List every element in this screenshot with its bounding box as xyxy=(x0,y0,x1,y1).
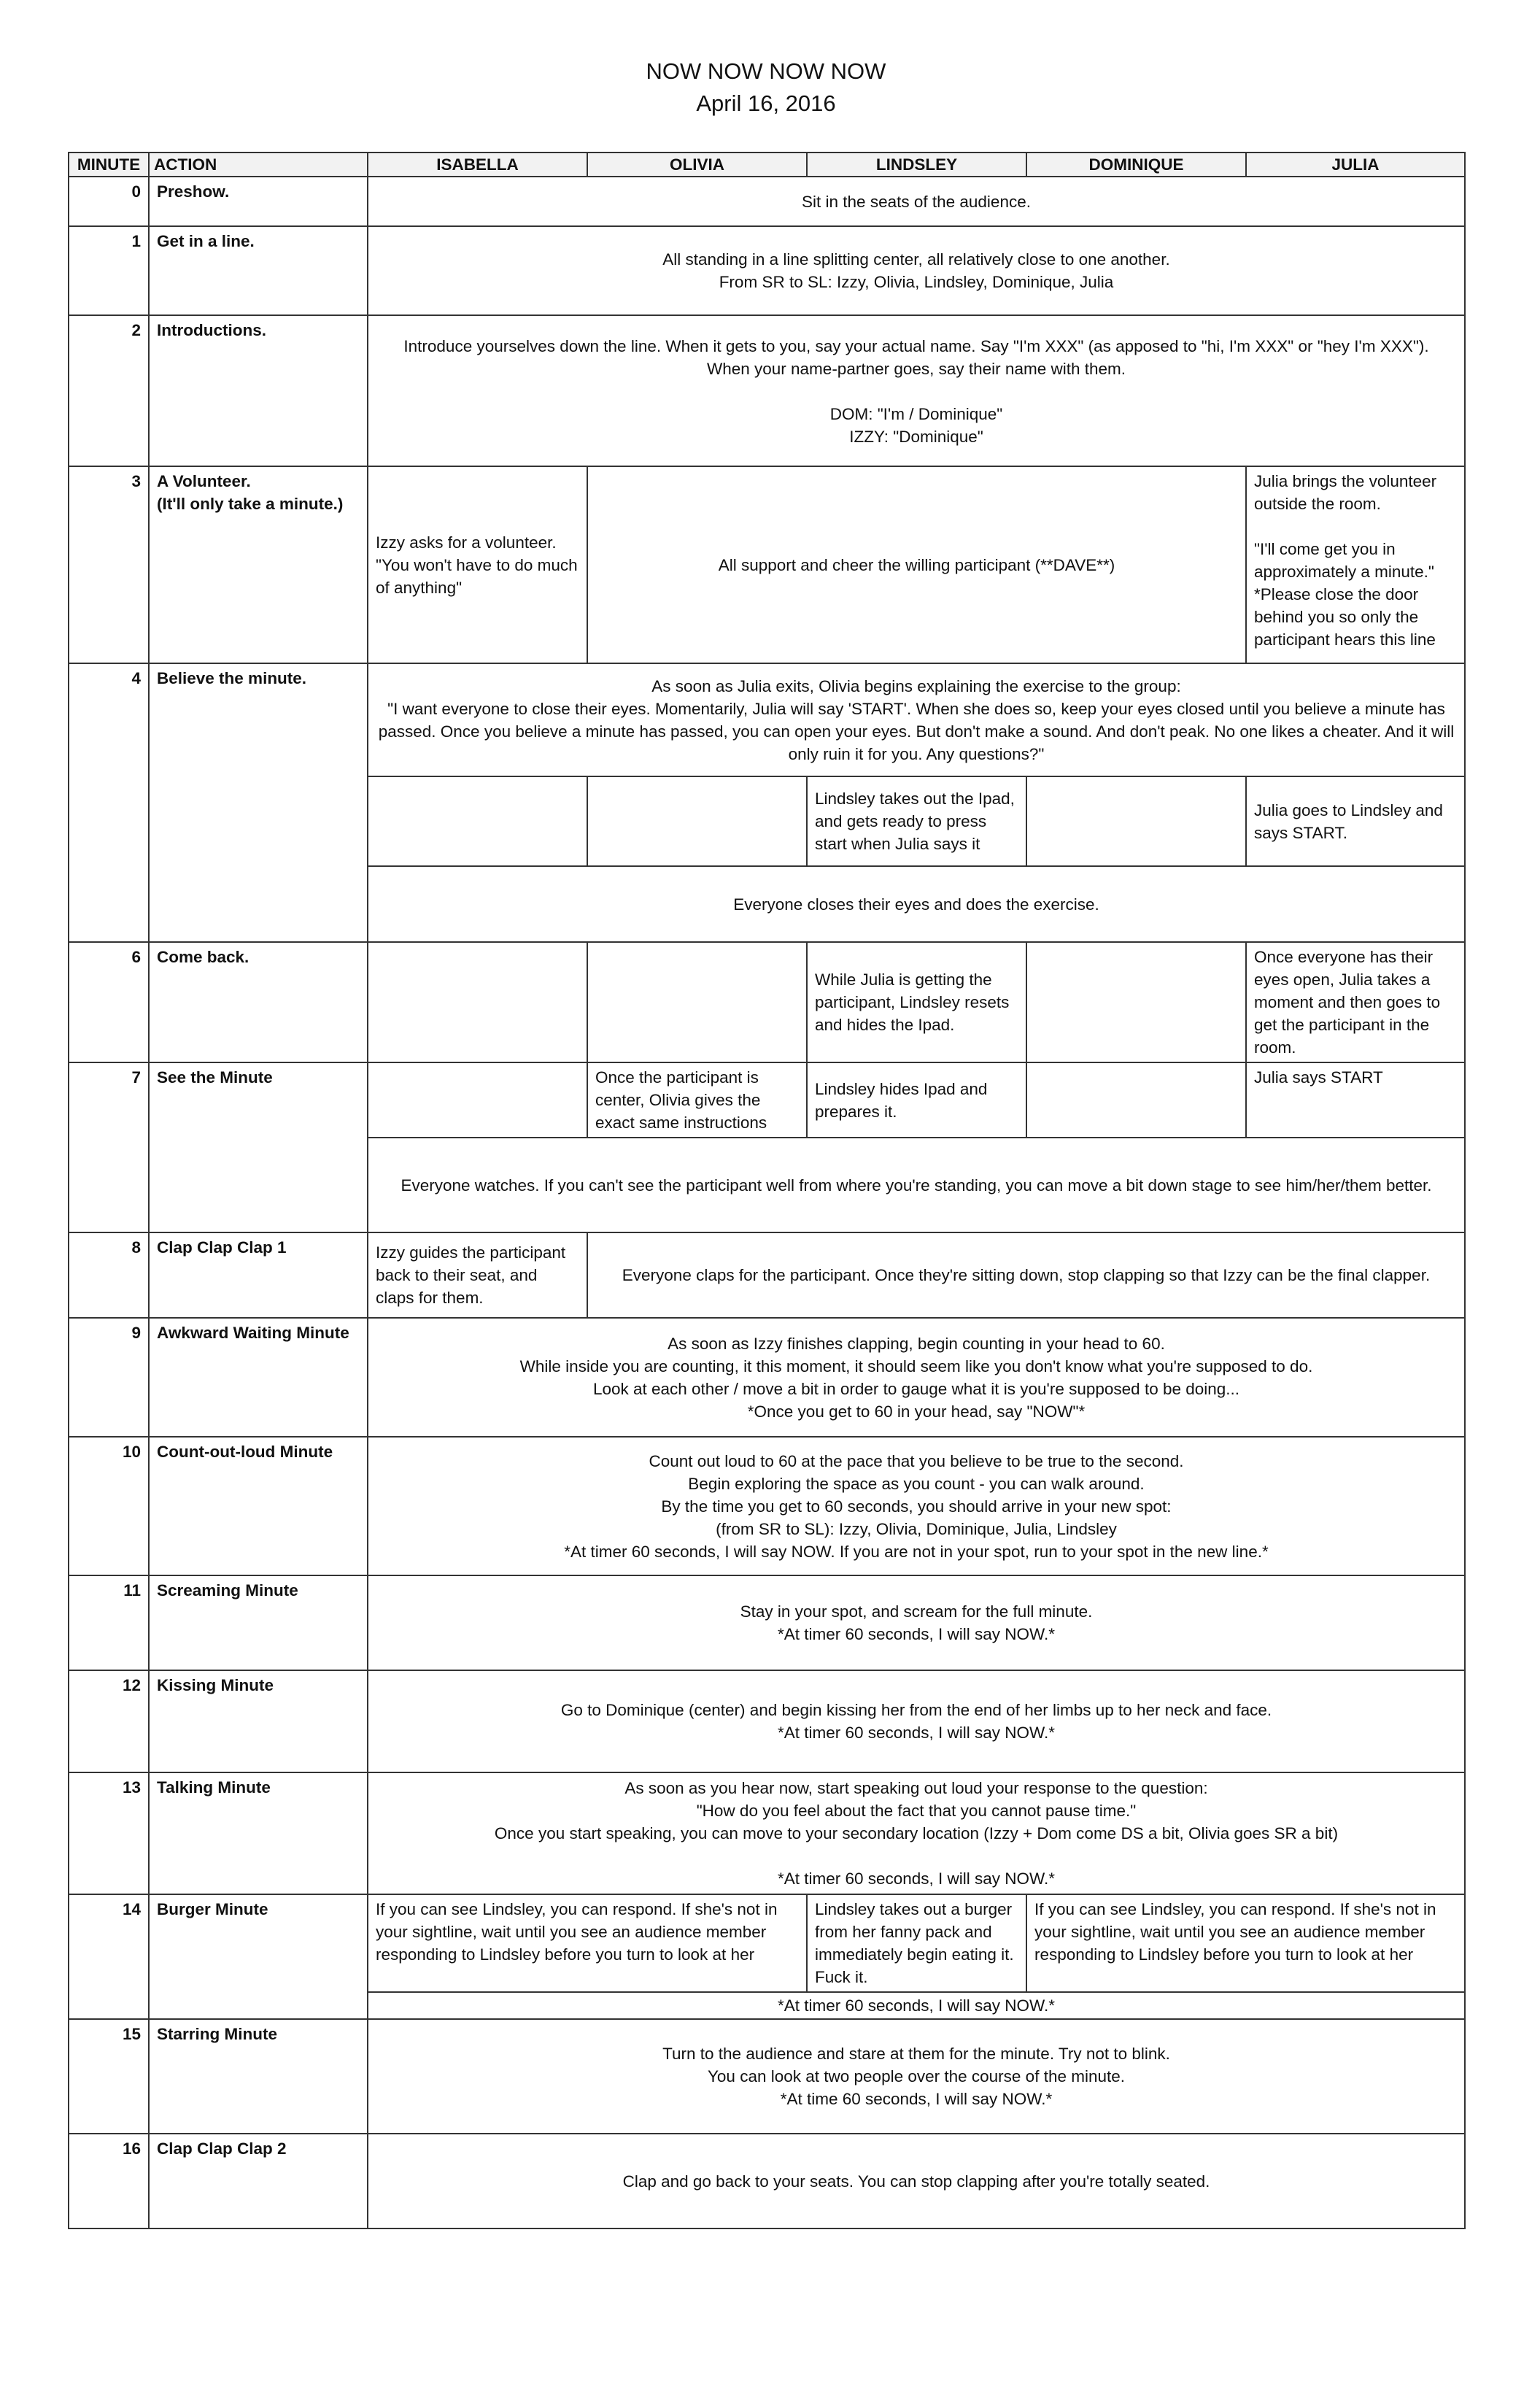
page-date: April 16, 2016 xyxy=(696,90,836,116)
action-line: A Volunteer. xyxy=(157,472,251,490)
header-olivia: OLIVIA xyxy=(587,153,807,177)
minute-cell: 2 xyxy=(69,315,149,466)
action-cell: Believe the minute. xyxy=(149,663,368,942)
all-cast-cell: *At timer 60 seconds, I will say NOW.* xyxy=(368,1992,1465,2019)
action-cell: Introductions. xyxy=(149,315,368,466)
text-line: *At timer 60 seconds, I will say NOW.* xyxy=(777,1869,1056,1888)
text-line: (from SR to SL): Izzy, Olivia, Dominique, Julia, Lindsley xyxy=(716,1519,1117,1538)
dominique-cell xyxy=(1026,1062,1246,1138)
isabella-cell: Izzy guides the participant back to their seat, and claps for them. xyxy=(368,1232,587,1318)
shared-cell: Everyone claps for the participant. Once they're sitting down, stop clapping so that Izzy can be the final clapper. xyxy=(587,1232,1465,1318)
text-line: As soon as Julia exits, Olivia begins explaining the exercise to the group: xyxy=(651,676,1181,695)
minute-cell: 11 xyxy=(69,1575,149,1670)
table-row xyxy=(69,1232,1465,1318)
all-cast-cell xyxy=(368,1670,1465,1772)
text-line: Begin exploring the space as you count - you can walk around. xyxy=(688,1474,1145,1493)
table-row xyxy=(69,1670,1465,1772)
all-cast-cell xyxy=(368,663,1465,776)
action-line: (It'll only take a minute.) xyxy=(157,495,344,513)
table-row xyxy=(69,226,1465,315)
text-line: "I want everyone to close their eyes. Momentarily, Julia will say 'START'. When she does so, keep your eyes closed until you believe a minute has passed. Once you believe a minute has passed, you can open your eyes. But don't make a sound. And don't peak. No one likes a cheater. And it will only ruin it for you. Any questions?" xyxy=(378,699,1455,763)
text-line: *At time 60 seconds, I will say NOW.* xyxy=(780,2090,1053,2108)
all-cast-cell: Everyone watches. If you can't see the participant well from where you're standing, you can move a bit down stage to see him/her/them better. xyxy=(368,1138,1465,1232)
isabella-cell xyxy=(368,942,587,1062)
script-table xyxy=(68,152,1466,2229)
action-cell: Preshow. xyxy=(149,177,368,226)
shared-cell: All support and cheer the willing participant (**DAVE**) xyxy=(587,466,1246,663)
header-lindsley: LINDSLEY xyxy=(807,153,1026,177)
action-cell: Get in a line. xyxy=(149,226,368,315)
text-line: "I'll come get you in approximately a minute." xyxy=(1254,540,1434,581)
text-line: *Once you get to 60 in your head, say "NOW"* xyxy=(747,1402,1086,1421)
table-row xyxy=(69,663,1465,776)
all-cast-cell: Clap and go back to your seats. You can stop clapping after you're totally seated. xyxy=(368,2134,1465,2228)
table-row xyxy=(69,177,1465,226)
minute-cell: 3 xyxy=(69,466,149,663)
table-row xyxy=(69,2019,1465,2134)
minute-cell: 9 xyxy=(69,1318,149,1437)
table-row xyxy=(69,1437,1465,1575)
action-cell: See the Minute xyxy=(149,1062,368,1232)
minute-cell: 16 xyxy=(69,2134,149,2228)
text-line: DOM: "I'm / Dominique" xyxy=(829,405,1003,423)
all-cast-cell xyxy=(368,1772,1465,1894)
action-cell: Screaming Minute xyxy=(149,1575,368,1670)
olivia-cell xyxy=(587,942,807,1062)
header-isabella: ISABELLA xyxy=(368,153,587,177)
header-minute: MINUTE xyxy=(69,153,149,177)
all-cast-cell xyxy=(368,1437,1465,1575)
all-cast-cell: Sit in the seats of the audience. xyxy=(368,177,1465,226)
isabella-cell xyxy=(368,776,587,866)
julia-cell: Julia says START xyxy=(1246,1062,1465,1138)
text-line: All standing in a line splitting center, all relatively close to one another. xyxy=(662,250,1170,269)
table-row xyxy=(69,942,1465,1062)
action-cell: Come back. xyxy=(149,942,368,1062)
minute-cell: 12 xyxy=(69,1670,149,1772)
olivia-cell xyxy=(587,776,807,866)
julia-cell: Julia goes to Lindsley and says START. xyxy=(1246,776,1465,866)
text-line: As soon as Izzy finishes clapping, begin counting in your head to 60. xyxy=(668,1334,1165,1353)
text-line: *At timer 60 seconds, I will say NOW.* xyxy=(777,1625,1056,1643)
lindsley-cell: Lindsley takes out a burger from her fanny pack and immediately begin eating it. Fuck it. xyxy=(807,1894,1026,1992)
text-line: Izzy asks for a volunteer. xyxy=(376,533,557,552)
julia-cell xyxy=(1246,466,1465,663)
minute-cell: 8 xyxy=(69,1232,149,1318)
header-dominique: DOMINIQUE xyxy=(1026,153,1246,177)
all-cast-cell xyxy=(368,2019,1465,2134)
lindsley-cell: Lindsley hides Ipad and prepares it. xyxy=(807,1062,1026,1138)
text-line: Once you start speaking, you can move to your secondary location (Izzy + Dom come DS a bit, Olivia goes SR a bit) xyxy=(494,1824,1339,1842)
header-julia: JULIA xyxy=(1246,153,1465,177)
text-line: By the time you get to 60 seconds, you should arrive in your new spot: xyxy=(661,1497,1172,1516)
dominique-cell xyxy=(1026,942,1246,1062)
lindsley-cell: Lindsley takes out the Ipad, and gets ready to press start when Julia says it xyxy=(807,776,1026,866)
isabella-olivia-cell: If you can see Lindsley, you can respond. If she's not in your sightline, wait until you see an audience member responding to Lindsley before you turn to look at her xyxy=(368,1894,807,1992)
action-cell: Burger Minute xyxy=(149,1894,368,2019)
text-line: *At timer 60 seconds, I will say NOW.* xyxy=(777,1724,1056,1742)
all-cast-cell xyxy=(368,1318,1465,1437)
table-row xyxy=(69,1318,1465,1437)
minute-cell: 13 xyxy=(69,1772,149,1894)
action-cell: Starring Minute xyxy=(149,2019,368,2134)
all-cast-cell: Everyone closes their eyes and does the exercise. xyxy=(368,866,1465,942)
text-line: You can look at two people over the course of the minute. xyxy=(707,2067,1126,2085)
julia-cell: Once everyone has their eyes open, Julia takes a moment and then goes to get the participant in the room. xyxy=(1246,942,1465,1062)
action-cell: Clap Clap Clap 1 xyxy=(149,1232,368,1318)
text-line: *Please close the door behind you so only the participant hears this line xyxy=(1254,585,1436,649)
dominique-cell xyxy=(1026,776,1246,866)
action-cell: Kissing Minute xyxy=(149,1670,368,1772)
text-line: Go to Dominique (center) and begin kissing her from the end of her limbs up to her neck and face. xyxy=(560,1701,1272,1719)
minute-cell: 14 xyxy=(69,1894,149,2019)
minute-cell: 1 xyxy=(69,226,149,315)
text-line: Introduce yourselves down the line. When it gets to you, say your actual name. Say "I'm XXX" (as apposed to "hi, I'm XXX" or "hey I'm XXX"). xyxy=(403,337,1429,355)
action-cell: Count-out-loud Minute xyxy=(149,1437,368,1575)
text-line: IZZY: "Dominique" xyxy=(849,428,983,446)
text-line: When your name-partner goes, say their name with them. xyxy=(706,360,1126,378)
text-line: From SR to SL: Izzy, Olivia, Lindsley, Dominique, Julia xyxy=(719,273,1114,291)
minute-cell: 7 xyxy=(69,1062,149,1232)
minute-cell: 6 xyxy=(69,942,149,1062)
header-action: ACTION xyxy=(149,153,368,177)
all-cast-cell xyxy=(368,226,1465,315)
page-title: NOW NOW NOW NOW xyxy=(646,58,886,84)
table-row xyxy=(69,2134,1465,2228)
minute-cell: 4 xyxy=(69,663,149,942)
text-line: *At timer 60 seconds, I will say NOW. If you are not in your spot, run to your spot in the new line.* xyxy=(564,1542,1269,1561)
text-line: Count out loud to 60 at the pace that you believe to be true to the second. xyxy=(649,1451,1184,1470)
table-row xyxy=(69,1772,1465,1894)
table-row xyxy=(69,1894,1465,1992)
isabella-cell xyxy=(368,1062,587,1138)
isabella-cell xyxy=(368,466,587,663)
action-cell xyxy=(149,466,368,663)
all-cast-cell xyxy=(368,315,1465,466)
action-cell: Awkward Waiting Minute xyxy=(149,1318,368,1437)
text-line: As soon as you hear now, start speaking out loud your response to the question: xyxy=(624,1779,1208,1797)
text-line: "You won't have to do much of anything" xyxy=(376,555,578,597)
minute-cell: 0 xyxy=(69,177,149,226)
text-line: Turn to the audience and stare at them for the minute. Try not to blink. xyxy=(662,2045,1170,2063)
header-row xyxy=(69,153,1465,177)
text-line: Look at each other / move a bit in order to gauge what it is you're supposed to be doing... xyxy=(592,1379,1240,1398)
all-cast-cell xyxy=(368,1575,1465,1670)
table-row xyxy=(69,1575,1465,1670)
text-line: "How do you feel about the fact that you cannot pause time." xyxy=(696,1802,1137,1820)
table-row xyxy=(69,466,1465,663)
minute-cell: 10 xyxy=(69,1437,149,1575)
action-cell: Talking Minute xyxy=(149,1772,368,1894)
lindsley-cell: While Julia is getting the participant, Lindsley resets and hides the Ipad. xyxy=(807,942,1026,1062)
table-row xyxy=(69,315,1465,466)
text-line: While inside you are counting, it this moment, it should seem like you don't know what you're supposed to do. xyxy=(519,1357,1313,1375)
text-line: Stay in your spot, and scream for the full minute. xyxy=(740,1602,1093,1621)
table-row xyxy=(69,1062,1465,1138)
olivia-cell: Once the participant is center, Olivia gives the exact same instructions xyxy=(587,1062,807,1138)
minute-cell: 15 xyxy=(69,2019,149,2134)
text-line: Julia brings the volunteer outside the room. xyxy=(1254,472,1437,513)
action-cell: Clap Clap Clap 2 xyxy=(149,2134,368,2228)
dominique-julia-cell: If you can see Lindsley, you can respond. If she's not in your sightline, wait until you see an audience member responding to Lindsley before you turn to look at her xyxy=(1026,1894,1465,1992)
